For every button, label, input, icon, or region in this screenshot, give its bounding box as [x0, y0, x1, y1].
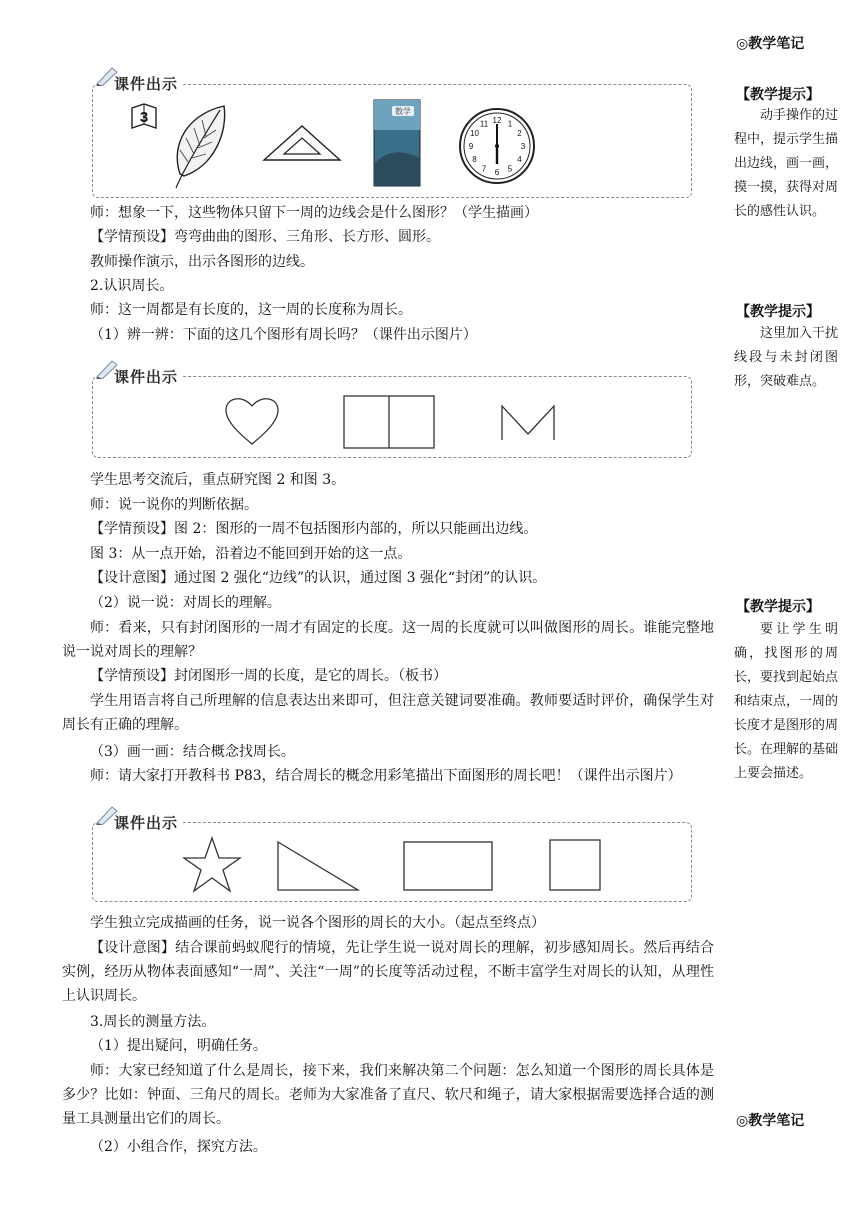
panel-2-shapes [92, 376, 692, 456]
teaching-tip-text-2: 这里加入干扰线段与未封闭图形，突破难点。 [734, 326, 839, 389]
teaching-tip-heading-2: 【教学提示】 [736, 304, 820, 320]
panel-3-shapes [92, 822, 692, 900]
courseware-label-2: 课件出示 [114, 368, 179, 386]
number-book-icon [132, 104, 156, 128]
triangle-ruler-icon [264, 126, 340, 160]
text-line: 师：这一周都是有长度的，这一周的长度称为周长。 [90, 302, 412, 318]
leaf-icon [176, 106, 225, 188]
paragraph: 师：大家已经知道了什么是周长，接下来，我们来解决第二个问题：怎么知道一个图形的周长具体是多少？比如：钟面、三角尺的周长。老师为大家准备了直尺、软尺和绳子，请大家根据需要选择合适的测量工具测量出它们的周长。 [62, 1063, 714, 1127]
text-line: 教师操作演示，出示各图形的边线。 [90, 254, 314, 270]
open-m-shape [502, 406, 554, 440]
section-heading: 3.周长的测量方法。 [90, 1014, 216, 1030]
star-shape [184, 838, 240, 891]
clock-numeral: 7 [481, 164, 487, 174]
text-line: （2）小组合作，探究方法。 [90, 1139, 267, 1155]
courseware-label-1: 课件出示 [114, 75, 179, 93]
teaching-tip-text-3: 要让学生明确，找图形的周长，要找到起始点和结束点，一周的长度才是图形的周长。在理解的基础上要会描述。 [734, 622, 839, 781]
number-book-label: 3 [139, 109, 149, 126]
rectangle-shape [404, 842, 492, 890]
paragraph: 【设计意图】结合课前蚂蚁爬行的情境，先让学生说一说对周长的理解，初步感知周长。然后再结合实例，经历从物体表面感知“一周”、关注“一周”的长度等活动过程，不断丰富学生对周长的认知，从理性上认识周长。 [62, 940, 714, 1004]
text-line: 师：说一说你的判断依据。 [90, 497, 258, 513]
text-line: 图 3：从一点开始，沿着边不能回到开始的这一点。 [90, 546, 412, 562]
clock-numeral: 4 [517, 155, 522, 164]
text-line: （2）说一说：对周长的理解。 [90, 595, 281, 611]
section-heading: 2.认识周长。 [90, 278, 174, 294]
text-line: 【学情预设】弯弯曲曲的图形、三角形、长方形、圆形。 [90, 229, 440, 245]
teaching-tip-heading-1: 【教学提示】 [736, 87, 820, 103]
right-triangle-shape [278, 842, 358, 890]
math-textbook-icon [374, 100, 420, 186]
text-line: （3）画一画：结合概念找周长。 [90, 744, 295, 760]
clock-numeral: 2 [517, 129, 522, 138]
teaching-notes-header: ◎教学笔记 [736, 36, 805, 52]
teaching-tip-heading-3: 【教学提示】 [736, 599, 820, 615]
heart-shape [226, 399, 278, 444]
teaching-tip-text-1: 动手操作的过程中，提示学生描出边线，画一画，摸一摸，获得对周长的感性认识。 [734, 108, 839, 219]
clock-numeral: 9 [468, 142, 474, 151]
clock-numeral: 10 [470, 129, 479, 138]
clock-numeral: 12 [492, 116, 502, 125]
text-line: 师：想象一下，这些物体只留下一周的边线会是什么图形？（学生描画） [90, 205, 538, 221]
clock-numeral: 11 [479, 119, 489, 129]
teaching-notes-footer: ◎教学笔记 [736, 1113, 805, 1129]
textbook-title: 数学 [395, 107, 411, 116]
text-line: （1）提出疑问，明确任务。 [90, 1038, 267, 1054]
text-line: 学生独立完成描画的任务，说一说各个图形的周长的大小。（起点至终点） [90, 915, 545, 931]
panel-1-objects [92, 84, 692, 196]
text-line: 【设计意图】通过图 2 强化“边线”的认识，通过图 3 强化“封闭”的认识。 [90, 570, 547, 586]
paragraph: 师：看来，只有封闭图形的一周才有固定的长度。这一周的长度就可以叫做图形的周长。谁能完整地说一说对周长的理解？ [62, 620, 714, 660]
clock-icon [460, 109, 534, 183]
text-line: （1）辨一辨：下面的这几个图形有周长吗？（课件出示图片） [90, 327, 477, 343]
text-line: 师：请大家打开教科书 P83，结合周长的概念用彩笔描出下面图形的周长吧！（课件出示图片） [90, 768, 682, 784]
clock-numeral: 1 [507, 119, 513, 129]
text-line: 【学情预设】图 2：图形的一周不包括图形内部的，所以只能画出边线。 [90, 521, 538, 537]
courseware-label-3: 课件出示 [114, 814, 179, 832]
square-shape [550, 840, 600, 890]
clock-numeral: 3 [520, 142, 526, 151]
text-line: 学生思考交流后，重点研究图 2 和图 3。 [90, 472, 346, 488]
text-line: 【学情预设】封闭图形一周的长度，是它的周长。（板书） [90, 668, 447, 684]
clock-numeral: 8 [472, 155, 477, 164]
paragraph: 学生用语言将自己所理解的信息表达出来即可，但注意关键词要准确。教师要适时评价，确保学生对周长有正确的理解。 [62, 693, 714, 733]
clock-numeral: 6 [494, 168, 500, 177]
clock-numeral: 5 [507, 164, 513, 174]
